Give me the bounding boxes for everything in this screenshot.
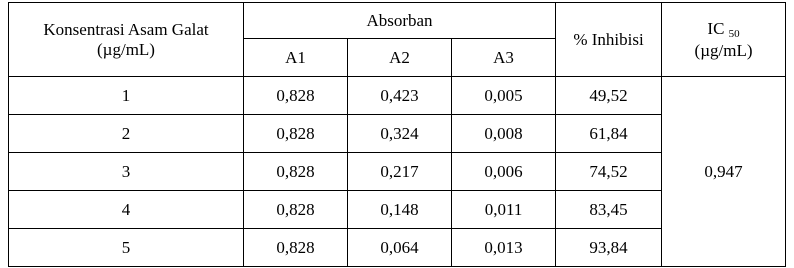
a3-cell: 0,005 bbox=[452, 77, 556, 115]
concentration-cell: 4 bbox=[9, 191, 244, 229]
a3-cell: 0,011 bbox=[452, 191, 556, 229]
ic50-header bbox=[662, 3, 786, 77]
ic50-header-label bbox=[662, 19, 785, 41]
inhibition-cell: 74,52 bbox=[556, 153, 662, 191]
inhibition-cell: 61,84 bbox=[556, 115, 662, 153]
concentration-header-unit: (µg/mL) bbox=[97, 39, 155, 59]
inhibition-header: % Inhibisi bbox=[556, 3, 662, 77]
a2-cell: 0,148 bbox=[348, 191, 452, 229]
a3-header: A3 bbox=[452, 39, 556, 77]
table-row bbox=[9, 77, 786, 115]
inhibition-cell: 83,45 bbox=[556, 191, 662, 229]
concentration-cell: 2 bbox=[9, 115, 244, 153]
a2-header: A2 bbox=[348, 39, 452, 77]
a2-cell: 0,423 bbox=[348, 77, 452, 115]
ic50-value-cell: 0,947 bbox=[662, 77, 786, 267]
ic50-label-text: IC bbox=[707, 18, 725, 38]
a2-cell: 0,064 bbox=[348, 229, 452, 267]
a1-cell: 0,828 bbox=[244, 191, 348, 229]
a1-cell: 0,828 bbox=[244, 229, 348, 267]
inhibition-cell: 93,84 bbox=[556, 229, 662, 267]
concentration-header-label: Konsentrasi Asam Galat bbox=[43, 19, 209, 39]
a3-cell: 0,013 bbox=[452, 229, 556, 267]
header-row-1 bbox=[9, 3, 786, 39]
gallic-acid-inhibition-table bbox=[8, 2, 786, 267]
inhibition-cell: 49,52 bbox=[556, 77, 662, 115]
a2-cell: 0,217 bbox=[348, 153, 452, 191]
concentration-cell: 1 bbox=[9, 77, 244, 115]
ic50-label-subscript: 50 bbox=[728, 27, 740, 40]
a3-cell: 0,008 bbox=[452, 115, 556, 153]
absorbance-header: Absorban bbox=[244, 3, 556, 39]
concentration-header bbox=[9, 3, 244, 77]
a2-cell: 0,324 bbox=[348, 115, 452, 153]
concentration-cell: 5 bbox=[9, 229, 244, 267]
a1-cell: 0,828 bbox=[244, 115, 348, 153]
concentration-cell: 3 bbox=[9, 153, 244, 191]
a3-cell: 0,006 bbox=[452, 153, 556, 191]
a1-cell: 0,828 bbox=[244, 77, 348, 115]
ic50-header-unit: (µg/mL) bbox=[694, 40, 753, 60]
a1-header: A1 bbox=[244, 39, 348, 77]
a1-cell: 0,828 bbox=[244, 153, 348, 191]
